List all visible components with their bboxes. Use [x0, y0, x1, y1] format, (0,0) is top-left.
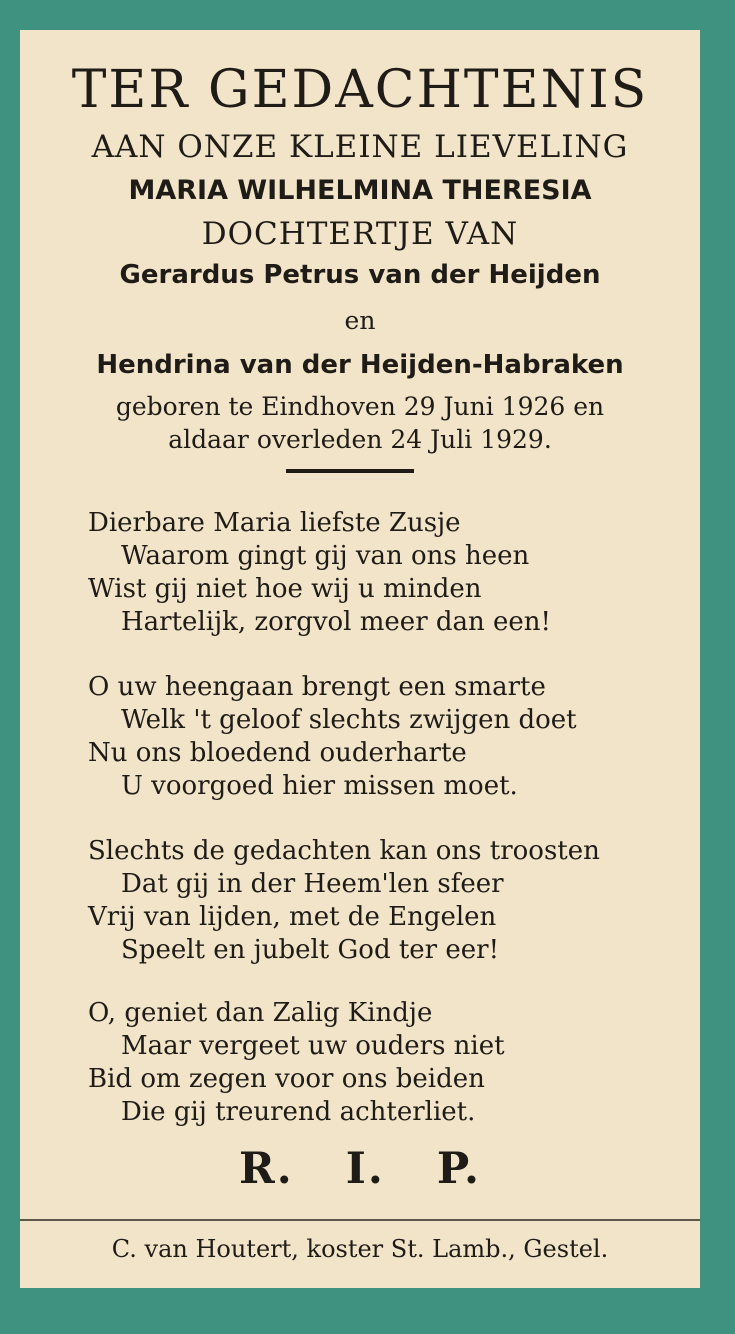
rip-letter: I.	[345, 1144, 385, 1194]
poem-line: Bid om zegen voor ons beiden	[88, 1064, 485, 1094]
rip-inscription	[20, 1144, 700, 1194]
poem-line: Die gij treurend achterliet.	[121, 1097, 476, 1127]
poem-line: Wist gij niet hoe wij u minden	[88, 574, 482, 604]
poem-line: Waarom gingt gij van ons heen	[121, 541, 530, 571]
child-name: MARIA WILHELMINA THERESIA	[128, 175, 592, 206]
mother-name: Hendrina van der Heijden-Habraken	[96, 350, 624, 380]
birth-line: geboren te Eindhoven 29 Juni 1926 en	[115, 392, 605, 421]
printer-credit: C. van Houtert, koster St. Lamb., Gestel.	[111, 1235, 609, 1263]
footer-rule	[20, 1219, 700, 1221]
poem-line: U voorgoed hier missen moet.	[121, 771, 518, 801]
poem-line: Dat gij in der Heem'len sfeer	[121, 869, 504, 899]
poem-stanza-2	[88, 671, 678, 803]
divider	[286, 469, 414, 473]
poem-line: Dierbare Maria liefste Zusje	[88, 508, 461, 538]
relation-line: DOCHTERTJE VAN	[201, 216, 519, 252]
poem-line: Welk 't geloof slechts zwijgen doet	[121, 705, 577, 735]
poem-line: Slechts de gedachten kan ons troosten	[88, 836, 600, 866]
poem-line: Nu ons bloedend ouderharte	[88, 738, 467, 768]
card-title: TER GEDACHTENIS	[71, 60, 649, 120]
death-line: aldaar overleden 24 Juli 1929.	[168, 425, 552, 454]
rip-letter: R.	[239, 1144, 294, 1194]
poem-line: O uw heengaan brengt een smarte	[88, 672, 546, 702]
poem-stanza-1	[88, 507, 678, 639]
card-paper	[20, 30, 700, 1288]
dedication-line: AAN ONZE KLEINE LIEVELING	[91, 129, 629, 165]
poem-line: O, geniet dan Zalig Kindje	[88, 998, 433, 1028]
poem-line: Maar vergeet uw ouders niet	[121, 1031, 505, 1061]
poem-stanza-4	[88, 997, 678, 1129]
poem-stanza-3	[88, 835, 678, 967]
conjunction: en	[344, 306, 376, 335]
poem-line: Hartelijk, zorgvol meer dan een!	[121, 607, 552, 637]
rip-letter: P.	[436, 1144, 481, 1194]
poem-line: Vrij van lijden, met de Engelen	[88, 902, 497, 932]
poem-line: Speelt en jubelt God ter eer!	[121, 935, 500, 965]
father-name: Gerardus Petrus van der Heijden	[119, 260, 601, 290]
